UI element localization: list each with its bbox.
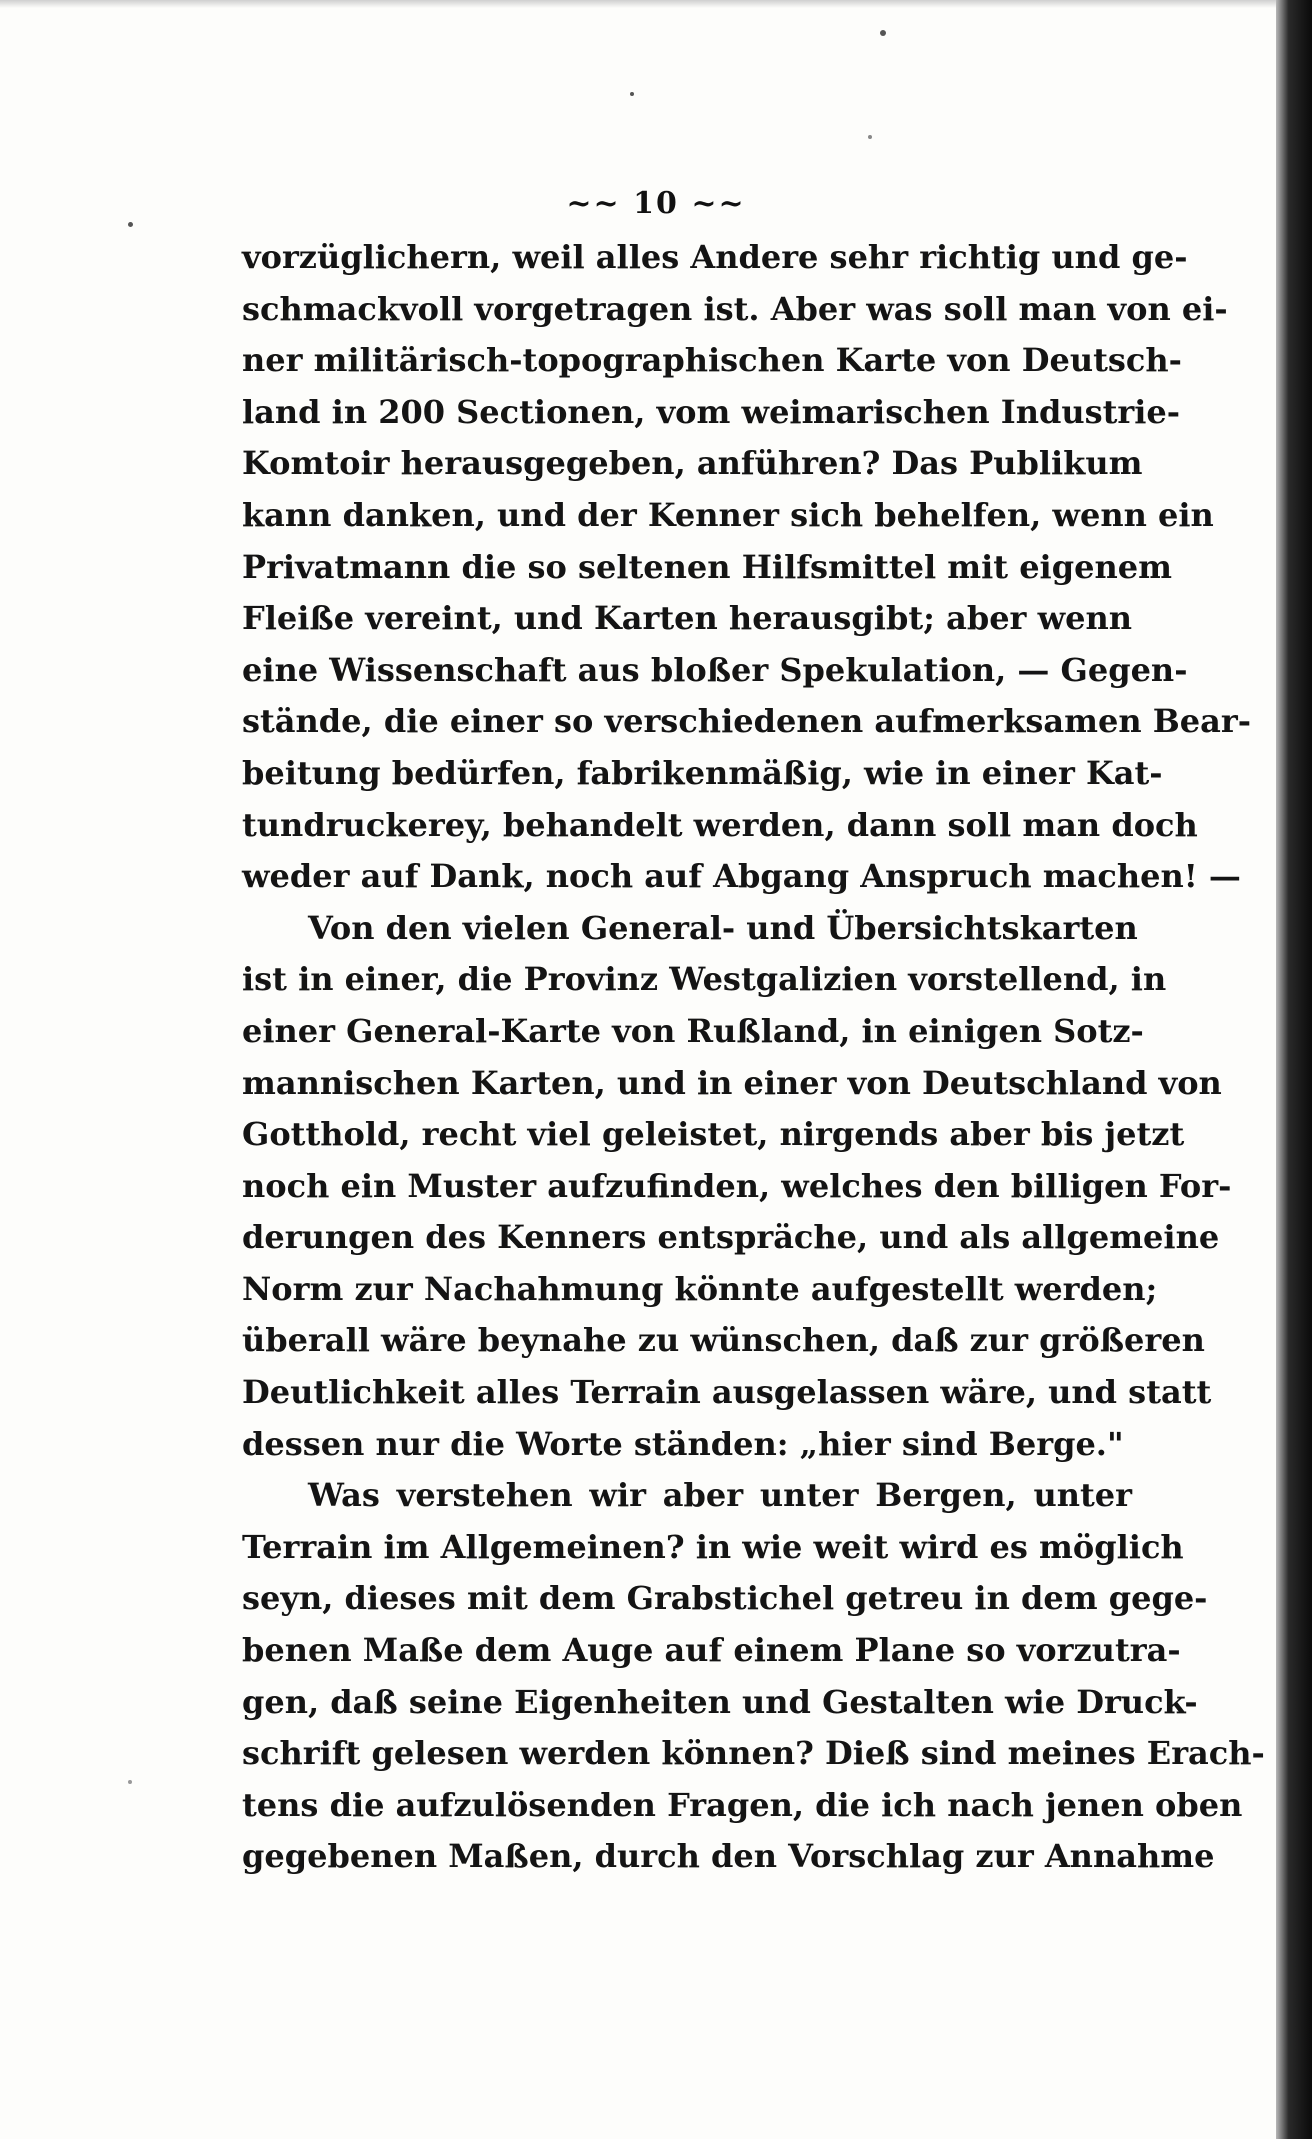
text-line: Komtoir herausgegeben, anführen? Das Publikum xyxy=(242,444,1143,483)
text-line: vorzüglichern, weil alles Andere sehr richtig und ge- xyxy=(242,238,1188,276)
text-line: tundruckerey, behandelt werden, dann soll man doch xyxy=(242,805,1198,844)
text-line: überall wäre beynahe zu wünschen, daß zur größeren xyxy=(242,1321,1205,1360)
ink-speck xyxy=(880,30,886,36)
text-line: ner militärisch-topographischen Karte von Deutsch- xyxy=(242,341,1182,380)
text-line: Fleiße vereint, und Karten herausgibt; aber wenn xyxy=(242,599,1132,638)
text-line: gen, daß seine Eigenheiten und Gestalten wie Druck- xyxy=(242,1682,1198,1721)
text-line: schmackvoll vorgetragen ist. Aber was soll man von ei- xyxy=(242,289,1228,328)
text-line: dessen nur die Worte ständen: „hier sind Berge." xyxy=(242,1424,1124,1463)
text-line: Deutlichkeit alles Terrain ausgelassen wäre, und statt xyxy=(242,1373,1212,1412)
text-line: tens die aufzulösenden Fragen, die ich nach jenen oben xyxy=(242,1785,1243,1824)
ink-speck xyxy=(630,92,634,96)
text-line: eine Wissenschaft aus bloßer Spekulation, — Gegen- xyxy=(242,650,1188,689)
text-line: beitung bedürfen, fabrikenmäßig, wie in einer Kat- xyxy=(242,753,1163,792)
text-line: stände, die einer so verschiedenen aufmerksamen Bear- xyxy=(242,702,1252,741)
text-line: derungen des Kenners entspräche, und als allgemeine xyxy=(242,1218,1220,1257)
text-line: ist in einer, die Provinz Westgalizien vorstellend, in xyxy=(242,960,1167,999)
body-text xyxy=(242,232,1265,1883)
text-line: seyn, dieses mit dem Grabstichel getreu in dem gege- xyxy=(242,1579,1208,1618)
ink-speck xyxy=(128,222,133,227)
text-line: weder auf Dank, noch auf Abgang Anspruch machen! — xyxy=(242,857,1241,896)
text-line: Terrain im Allgemeinen? in wie weit wird es möglich xyxy=(242,1527,1184,1566)
text-line: Von den vielen General- und Übersichtskarten xyxy=(308,908,1138,947)
text-line: land in 200 Sectionen, vom weimarischen Industrie- xyxy=(242,392,1181,431)
text-line: Norm zur Nachahmung könnte aufgestellt werden; xyxy=(242,1269,1158,1308)
text-line: Was verstehen wir aber unter Bergen, unter xyxy=(308,1476,1132,1515)
ink-speck xyxy=(868,135,872,139)
text-line: benen Maße dem Auge auf einem Plane so vorzutra- xyxy=(242,1631,1181,1670)
text-line: mannischen Karten, und in einer von Deutschland von xyxy=(242,1063,1222,1102)
ink-speck xyxy=(128,1780,132,1784)
text-line: noch ein Muster aufzufinden, welches den billigen For- xyxy=(242,1166,1232,1205)
text-line: kann danken, und der Kenner sich behelfen, wenn ein xyxy=(242,495,1214,534)
page-header: ~~ 10 ~~ xyxy=(566,186,746,221)
text-line: einer General-Karte von Rußland, in einigen Sotz- xyxy=(242,1011,1144,1050)
scan-edge-right xyxy=(1276,0,1312,2139)
text-line: Gotthold, recht viel geleistet, nirgends aber bis jetzt xyxy=(242,1115,1185,1154)
text-line: gegebenen Maßen, durch den Vorschlag zur Annahme xyxy=(242,1837,1215,1876)
scan-shadow-top xyxy=(0,0,1312,8)
text-line: schrift gelesen werden können? Dieß sind meines Erach- xyxy=(242,1734,1265,1773)
text-line: Privatmann die so seltenen Hilfsmittel mit eigenem xyxy=(242,547,1172,586)
